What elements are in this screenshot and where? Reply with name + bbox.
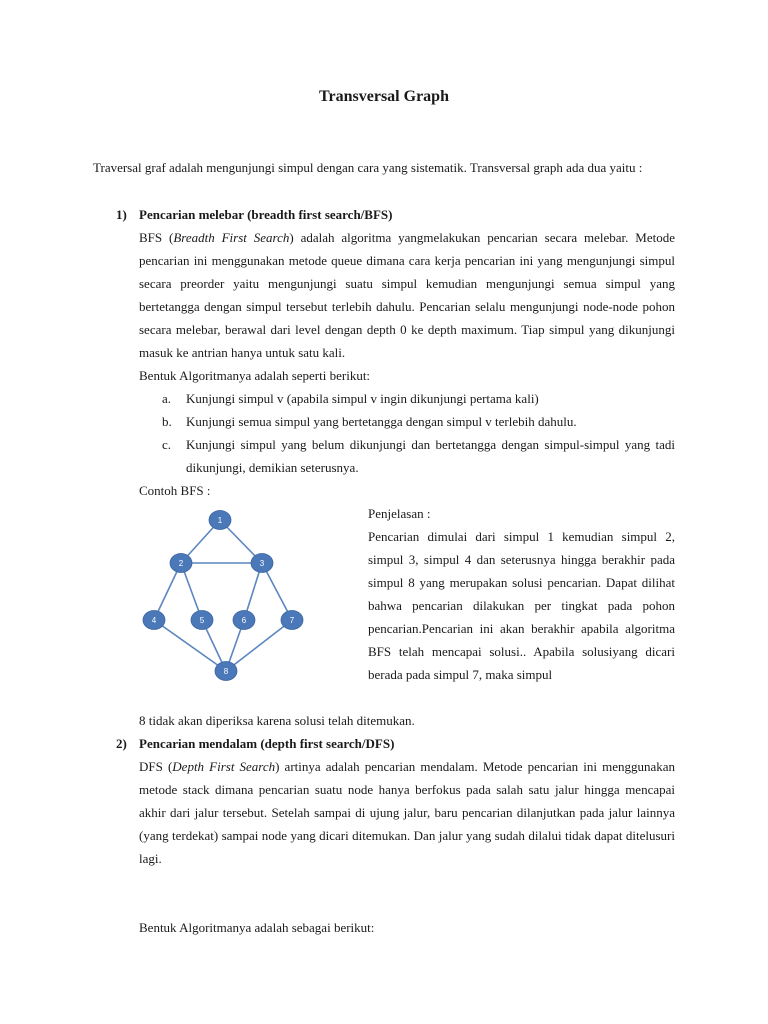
bfs-desc-term: Breadth First Search bbox=[173, 230, 290, 245]
dfs-desc-prefix: DFS ( bbox=[139, 759, 173, 774]
graph-node-label-7: 7 bbox=[289, 616, 295, 625]
section-number: 2) bbox=[116, 736, 127, 751]
bfs-algo-intro: Bentuk Algoritmanya adalah seperti berikut: bbox=[139, 368, 371, 383]
section-heading: Pencarian mendalam (depth first search/DFS) bbox=[139, 736, 395, 751]
graph-node-label-2: 2 bbox=[178, 559, 184, 568]
graph-node-label-1: 1 bbox=[217, 516, 223, 525]
explain-text: Pencarian dimulai dari simpul 1 kemudian simpul 2, simpul 3, simpul 4 dan seterusnya hingga berakhir pada simpul 8 yang merupakan solusi pencarian. Dapat dilihat bahwa pencarian dilakukan per tingkat pada pohon pencarian.Pencarian ini akan berakhir apabila algoritma BFS telah mencapai solusi.. Apabila solusiyang dicari berada pada simpul 7, maka simpul bbox=[368, 529, 675, 682]
graph-edge-4-8 bbox=[154, 620, 226, 671]
explain-label: Penjelasan : bbox=[368, 506, 431, 521]
step-letter: c. bbox=[162, 437, 172, 452]
graph-node-label-5: 5 bbox=[199, 616, 205, 625]
graph-node-label-8: 8 bbox=[223, 667, 229, 676]
bfs-desc-body: ) adalah algoritma yangmelakukan pencarian secara melebar. Metode pencarian ini menggunakan metode queue dimana cara kerja pencarian ini yang mengunjungi simpul secara preorder yaitu mengunjungi suatu simpul kemudian mengunjungi semua simpul yang bertetangga dengan simpul tersebut terlebih dahulu. Pencarian selalu mengunjungi node-node pohon secara melebar, berawal dari level dengan depth 0 ke depth maximum. Tiap simpul yang dikunjungi masuk ke antrian hanya untuk satu kali. bbox=[139, 230, 675, 360]
step-text: Kunjungi simpul v (apabila simpul v ingin dikunjungi pertama kali) bbox=[186, 391, 539, 406]
bfs-description bbox=[139, 226, 675, 364]
step-text: Kunjungi semua simpul yang bertetangga dengan simpul v terlebih dahulu. bbox=[186, 414, 577, 429]
step-text: Kunjungi simpul yang belum dikunjungi dan bertetangga dengan simpul-simpul yang tadi dikunjungi, demikian seterusnya. bbox=[186, 437, 675, 475]
dfs-desc-term: Depth First Search bbox=[172, 759, 276, 774]
section-number: 1) bbox=[116, 207, 127, 222]
page-title: Transversal Graph bbox=[319, 88, 449, 105]
bfs-graph-diagram bbox=[130, 505, 330, 685]
step-letter: a. bbox=[162, 391, 172, 406]
bfs-example-label: Contoh BFS : bbox=[139, 483, 211, 498]
graph-node-label-3: 3 bbox=[259, 559, 265, 568]
dfs-desc-body: ) artinya adalah pencarian mendalam. Metode pencarian ini menggunakan metode stack dimana pencarian suatu node hanya berfokus pada salah satu jalur hingga mencapai akhir dari jalur tersebut. Setelah sampai di ujung jalur, baru pencarian dilanjutkan pada jalur lainnya (yang terdekat) sampai node yang dicari ditemukan. Dan jalur yang sudah dilalui tidak dapat ditelusuri lagi. bbox=[139, 759, 676, 866]
graph-node-label-6: 6 bbox=[241, 616, 247, 625]
section-heading: Pencarian melebar (breadth first search/BFS) bbox=[139, 207, 393, 222]
dfs-algo-intro: Bentuk Algoritmanya adalah sebagai berikut: bbox=[139, 920, 375, 935]
intro-paragraph: Traversal graf adalah mengunjungi simpul dengan cara yang sistematik. Transversal graph ada dua yaitu : bbox=[93, 160, 643, 175]
bfs-desc-prefix: BFS ( bbox=[139, 230, 174, 245]
explain-tail: 8 tidak akan diperiksa karena solusi telah ditemukan. bbox=[139, 713, 415, 728]
graph-node-label-4: 4 bbox=[151, 616, 157, 625]
graph-edge-7-8 bbox=[226, 620, 292, 671]
dfs-description bbox=[139, 755, 675, 870]
step-letter: b. bbox=[162, 414, 172, 429]
